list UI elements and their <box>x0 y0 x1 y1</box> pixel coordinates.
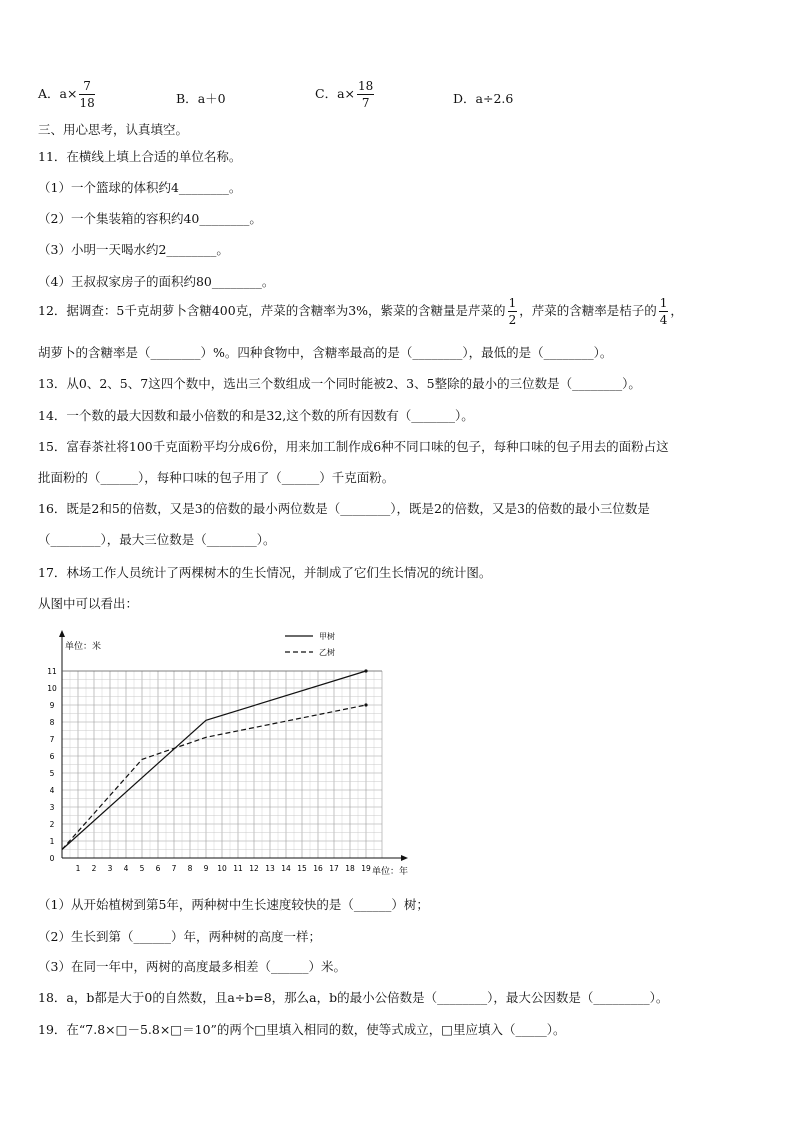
growth-line-chart <box>35 622 415 884</box>
option-d: D．a÷2.6 <box>453 91 514 106</box>
x-axis-arrow <box>401 855 408 861</box>
x-tick-label: 6 <box>155 864 161 873</box>
option-c: C．a× $\frac{18}{7}$ <box>315 79 374 110</box>
y-axis-arrow <box>59 630 65 637</box>
y-tick-label: 3 <box>49 803 55 812</box>
fraction: $\frac{1}{2}$ <box>508 296 517 327</box>
question-16-line2: （________），最大三位数是（________）。 <box>38 532 276 547</box>
x-tick-label: 7 <box>171 864 177 873</box>
question-17-item: （1）从开始植树到第5年，两种树中生长速度较快的是（______）树； <box>38 897 429 912</box>
option-a: A．a× $\frac{7}{18}$ <box>38 79 95 110</box>
question-11-stem: 11．在横线上填上合适的单位名称。 <box>38 149 242 164</box>
x-tick-label: 10 <box>217 864 227 873</box>
x-tick-label: 9 <box>203 864 209 873</box>
x-tick-label: 1 <box>75 864 81 873</box>
x-tick-label: 12 <box>249 864 259 873</box>
question-13: 13．从0、2、5、7这四个数中，选出三个数组成一个同时能被2、3、5整除的最小的三位数是（________）。 <box>38 376 641 391</box>
x-tick-label: 17 <box>329 864 339 873</box>
series-endpoint-2 <box>364 703 367 706</box>
y-tick-label: 9 <box>49 701 55 710</box>
question-17-item: （3）在同一年中，两树的高度最多相差（______）米。 <box>38 959 346 974</box>
question-12-line2: 胡萝卜的含糖率是（________）%。四种食物中，含糖率最高的是（________），最低的是（________）。 <box>38 345 613 360</box>
fraction: $\frac{18}{7}$ <box>358 79 374 110</box>
x-tick-label: 5 <box>139 864 145 873</box>
y-tick-label: 8 <box>49 718 55 727</box>
fraction: $\frac{7}{18}$ <box>79 79 95 110</box>
legend-label-1: 甲树 <box>319 632 335 641</box>
question-12-line1: 12．据调查：5千克胡萝卜含糖400克，芹菜的含糖率为3%，紫菜的含糖量是芹菜的 $\frac{1}{2}$ ，芹菜的含糖率是桔子的 $\frac{1}{4}$ ， <box>38 296 683 327</box>
y-tick-label: 11 <box>47 667 57 676</box>
x-tick-label: 13 <box>265 864 275 873</box>
question-14: 14．一个数的最大因数和最小倍数的和是32,这个数的所有因数有（_______）。 <box>38 408 474 423</box>
x-tick-label: 8 <box>187 864 193 873</box>
x-tick-label: 16 <box>313 864 323 873</box>
chart-y-label: 单位：米 <box>65 642 102 652</box>
y-tick-label: 1 <box>49 837 55 846</box>
y-tick-label: 2 <box>49 820 55 829</box>
question-15-line1: 15．富春茶社将100千克面粉平均分成6份，用来加工制作成6种不同口味的包子，每种口味的包子用去的面粉占这 <box>38 439 669 454</box>
question-18: 18．a，b都是大于0的自然数，且a÷b=8，那么a，b的最小公倍数是（________），最大公因数是（_________）。 <box>38 990 669 1005</box>
chart-x-label: 单位：年 <box>372 867 409 877</box>
y-tick-label: 0 <box>49 854 55 863</box>
fraction: $\frac{1}{4}$ <box>659 296 668 327</box>
question-19: 19．在“7.8×□－5.8×□＝10”的两个□里填入相同的数，使等式成立，□里应填入（_____）。 <box>38 1022 566 1037</box>
question-17-item: （2）生长到第（______）年，两种树的高度一样； <box>38 929 321 944</box>
legend-label-2: 乙树 <box>319 648 335 657</box>
chart-ticks <box>47 667 371 873</box>
option-b: B．a＋0 <box>176 91 226 106</box>
question-11-item: （2）一个集装箱的容积约40________。 <box>38 211 262 226</box>
x-tick-label: 15 <box>297 864 307 873</box>
question-17-lead: 从图中可以看出： <box>38 596 139 611</box>
x-tick-label: 19 <box>361 864 371 873</box>
question-11-item: （1）一个篮球的体积约4________。 <box>38 180 242 195</box>
question-11-item: （4）王叔叔家房子的面积约80________。 <box>38 274 275 289</box>
chart-axes <box>59 630 408 861</box>
x-tick-label: 18 <box>345 864 355 873</box>
y-tick-label: 4 <box>49 786 55 795</box>
y-tick-label: 6 <box>49 752 55 761</box>
x-tick-label: 4 <box>123 864 129 873</box>
x-tick-label: 14 <box>281 864 291 873</box>
question-11-item: （3）小明一天喝水约2________。 <box>38 242 229 257</box>
y-tick-label: 7 <box>49 735 55 744</box>
series-endpoint-1 <box>364 669 367 672</box>
section-title: 三、用心思考，认真填空。 <box>38 122 189 137</box>
x-tick-label: 2 <box>91 864 97 873</box>
question-15-line2: 批面粉的（______），每种口味的包子用了（______）千克面粉。 <box>38 470 395 485</box>
x-tick-label: 11 <box>233 864 243 873</box>
chart-grid <box>62 671 382 858</box>
x-tick-label: 3 <box>107 864 113 873</box>
y-tick-label: 5 <box>49 769 55 778</box>
question-17-stem: 17．林场工作人员统计了两棵树木的生长情况，并制成了它们生长情况的统计图。 <box>38 565 492 580</box>
question-16-line1: 16．既是2和5的倍数，又是3的倍数的最小两位数是（________），既是2的倍数，又是3的倍数的最小三位数是 <box>38 501 650 516</box>
y-tick-label: 10 <box>47 684 57 693</box>
chart-legend <box>285 631 335 657</box>
